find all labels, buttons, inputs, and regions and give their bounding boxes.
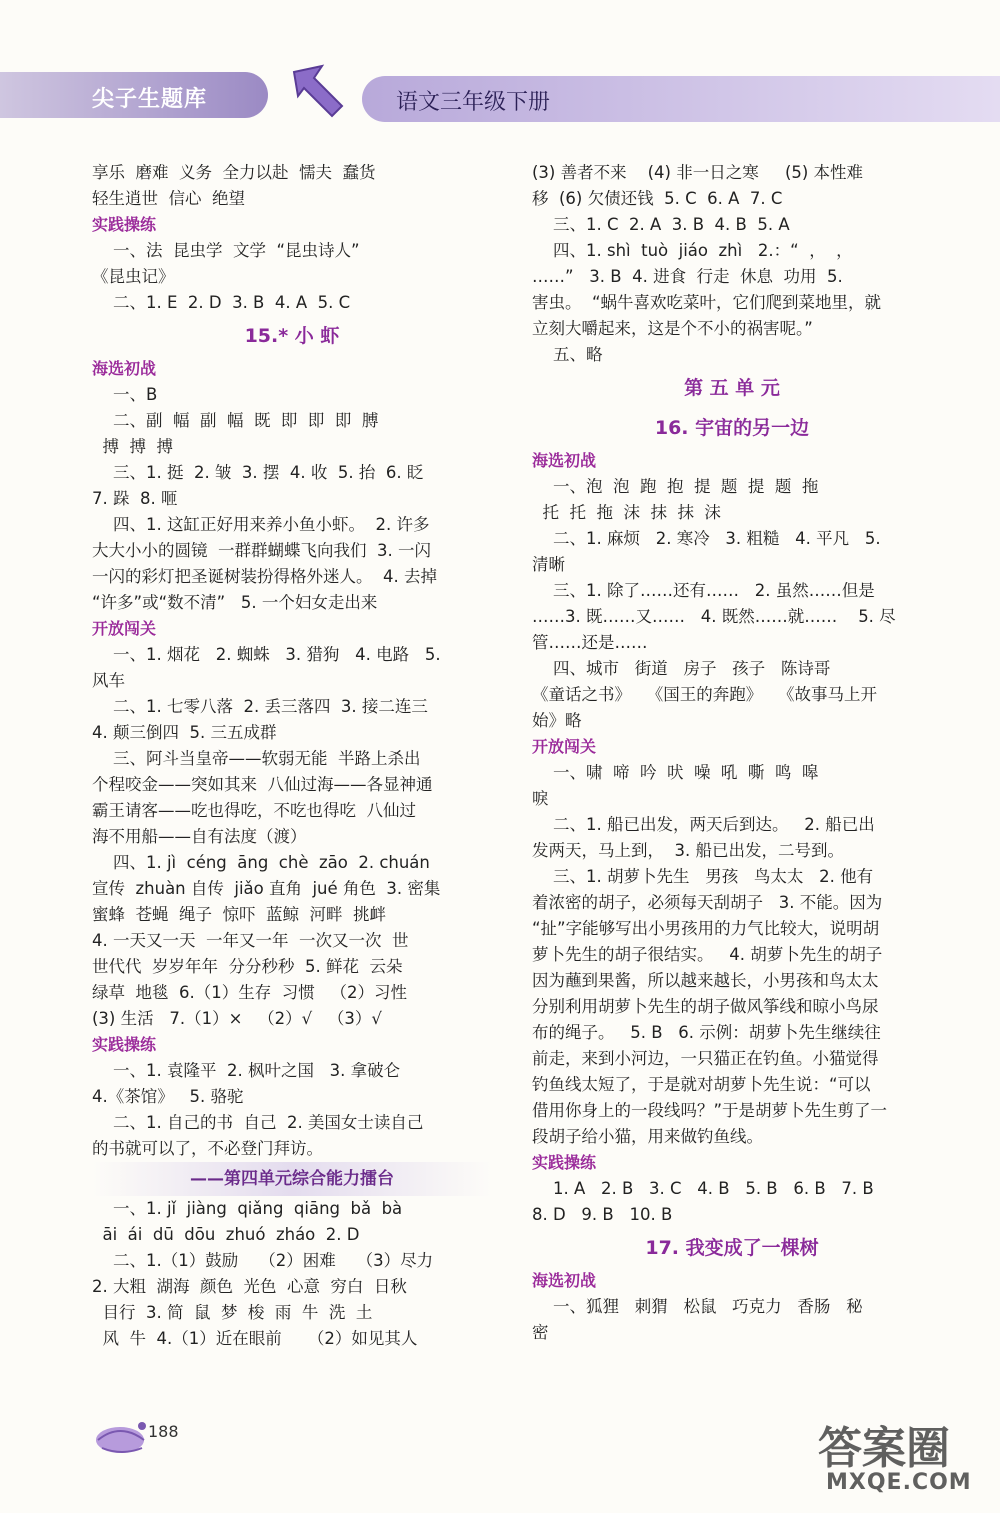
section-heading: 海选初战 — [532, 1271, 597, 1290]
answer-line: 1. A 2. B 3. C 4. B 5. B 6. B 7. B — [532, 1179, 874, 1198]
answer-line: 二、副 幅 副 幅 既 即 即 即 膊 — [92, 411, 379, 430]
answer-line: 《昆虫记》 — [92, 267, 175, 286]
answer-line: 轻生逍世 信心 绝望 — [92, 189, 245, 208]
answer-line: 一、狐狸 刺猬 松鼠 巧克力 香肠 秘 — [532, 1297, 863, 1316]
answer-line: 管……还是…… — [532, 633, 648, 652]
answer-line: 唳 — [532, 789, 549, 808]
answer-line: 风车 — [92, 671, 125, 690]
section-heading: 开放闯关 — [532, 737, 597, 756]
answer-line: 害虫。 “蜗牛喜欢吃菜叶，它们爬到菜地里，就 — [532, 293, 882, 312]
lesson-title: 16. 宇宙的另一边 — [654, 417, 810, 439]
answer-line: 二、1.（1）鼓励 （2）困难 （3）尽力 — [92, 1251, 434, 1270]
answer-line: 海不用船——自有法度（渡） — [92, 827, 307, 846]
header-book-series — [0, 72, 268, 118]
header-subject-banner — [362, 76, 1000, 122]
answer-line: 风 牛 4.（1）近在眼前 （2）如见其人 — [92, 1329, 418, 1348]
answer-line: āi ái dū dōu zhuó zháo 2. D — [92, 1225, 360, 1244]
lesson-title: 第 五 单 元 — [684, 377, 780, 399]
answer-line: 8. D 9. B 10. B — [532, 1205, 673, 1224]
answer-line: 大大小小的圆镜 一群群蝴蝶飞向我们 3. 一闪 — [92, 541, 431, 560]
answer-line: 借用你身上的一段线吗？”于是胡萝卜先生剪了一 — [532, 1101, 888, 1120]
answer-line: 二、1. 船已出发，两天后到达。 2. 船已出 — [532, 815, 875, 834]
answer-line: 四、1. 这缸正好用来养小鱼小虾。 2. 许多 — [92, 515, 430, 534]
answer-line: 4. 颠三倒四 5. 三五成群 — [92, 723, 277, 742]
answer-line: 4.《茶馆》 5. 骆驼 — [92, 1087, 244, 1106]
answer-line: 钓鱼线太短了，于是就对胡萝卜先生说：“可以 — [532, 1075, 871, 1094]
answer-line: 二、1. 麻烦 2. 寒冷 3. 粗糙 4. 平凡 5. — [532, 529, 881, 548]
answer-line: 一闪的彩灯把圣诞树装扮得格外迷人。 4. 去掉 — [92, 567, 437, 586]
section-heading: 海选初战 — [92, 359, 157, 378]
watermark-url: MXQE.COM — [826, 1470, 972, 1495]
section-heading: 开放闯关 — [92, 619, 157, 638]
answer-line: 一、1. 袁隆平 2. 枫叶之国 3. 拿破仑 — [92, 1061, 401, 1080]
answer-line: 一、法 昆虫学 文学 “昆虫诗人” — [92, 241, 360, 260]
answer-line: “扯”字能够写出小男孩用的力气比较大，说明胡 — [532, 919, 880, 938]
answer-line: 一、1. 烟花 2. 蜘蛛 3. 猎狗 4. 电路 5. — [92, 645, 441, 664]
answer-line: 享乐 磨难 义务 全力以赴 懦夫 蠢货 — [92, 163, 376, 182]
answer-line: 2. 大粗 湖海 颜色 光色 心意 穷白 日秋 — [92, 1277, 407, 1296]
answer-line: 的书就可以了，不必登门拜访。 — [92, 1139, 323, 1158]
answer-line: 二、1. 自己的书 自己 2. 美国女士读自己 — [92, 1113, 424, 1132]
answer-line: 前走，来到小河边，一只猫正在钓鱼。小猫觉得 — [532, 1049, 879, 1068]
header-series-title: 尖子生题库 — [92, 87, 208, 112]
answer-line: 蜜蜂 苍蝇 绳子 惊吓 蓝鲸 河畔 挑衅 — [92, 905, 386, 924]
answer-line: 4. 一天又一天 一年又一年 一次又一次 世 — [92, 931, 409, 950]
right-column — [532, 160, 932, 1346]
answer-line: 密 — [532, 1323, 549, 1342]
answer-line: 布的绳子。 5. B 6. 示例：胡萝卜先生继续往 — [532, 1023, 881, 1042]
answer-line: 始》略 — [532, 711, 582, 730]
answer-line: 发两天，马上到， 3. 船已出发，二号到。 — [532, 841, 844, 860]
answer-line: 三、阿斗当皇帝——软弱无能 半路上杀出 — [92, 749, 421, 768]
section-heading: 实践操练 — [532, 1153, 597, 1172]
page-number: 188 — [148, 1422, 179, 1441]
answer-line: ……3. 既……又…… 4. 既然……就…… 5. 尽 — [532, 607, 896, 626]
answer-line: 三、1. 挺 2. 皱 3. 摆 4. 收 5. 抬 6. 眨 — [92, 463, 424, 482]
answer-line: (3) 生活 7.（1）× （2）√ （3）√ — [92, 1009, 382, 1028]
answer-line: 绿草 地毯 6.（1）生存 习惯 （2）习性 — [92, 983, 407, 1002]
unit-review-banner: ——第四单元综合能力擂台 — [92, 1162, 492, 1196]
answer-line: 四、城市 街道 房子 孩子 陈诗哥 — [532, 659, 831, 678]
answer-line: 立刻大嚼起来，这是个不小的祸害呢。” — [532, 319, 813, 338]
section-heading: 实践操练 — [92, 1035, 157, 1054]
answer-line: ……” 3. B 4. 进食 行走 休息 功用 5. — [532, 267, 843, 286]
answer-line: 移 (6) 欠债还钱 5. C 6. A 7. C — [532, 189, 783, 208]
answer-line: 宣传 zhuàn 自传 jiǎo 直角 jué 角色 3. 密集 — [92, 879, 441, 898]
answer-line: (3) 善者不来 (4) 非一日之寒 (5) 本性难 — [532, 163, 864, 182]
lesson-title: 17. 我变成了一棵树 — [645, 1237, 819, 1259]
arrow-icon — [288, 62, 348, 122]
answer-line: 段胡子给小猫，用来做钓鱼线。 — [532, 1127, 763, 1146]
answer-line: “许多”或“数不清” 5. 一个妇女走出来 — [92, 593, 378, 612]
answer-line: 一、啸 啼 吟 吠 噪 吼 嘶 鸣 嗥 — [532, 763, 819, 782]
answer-line: 一、1. jǐ jiàng qiǎng qiāng bǎ bà — [92, 1199, 403, 1218]
answer-line: 目行 3. 简 鼠 梦 梭 雨 牛 洗 土 — [92, 1303, 373, 1322]
answer-line: 二、1. 七零八落 2. 丢三落四 3. 接二连三 — [92, 697, 428, 716]
answer-line: 因为蘸到果酱，所以越来越长，小男孩和鸟太太 — [532, 971, 879, 990]
answer-line: 托 托 拖 沫 抹 抹 沫 — [532, 503, 721, 522]
answer-line: 搏 搏 搏 — [92, 437, 173, 456]
answer-line: 四、1. jì céng āng chè zāo 2. chuán — [92, 853, 430, 872]
cap-icon — [92, 1418, 152, 1454]
answer-line: 三、1. C 2. A 3. B 4. B 5. A — [532, 215, 790, 234]
answer-line: 世代代 岁岁年年 分分秒秒 5. 鲜花 云朵 — [92, 957, 403, 976]
answer-line: 清晰 — [532, 555, 565, 574]
section-heading: 实践操练 — [92, 215, 157, 234]
answer-line: 萝卜先生的胡子很结实。 4. 胡萝卜先生的胡子 — [532, 945, 883, 964]
answer-line: 三、1. 胡萝卜先生 男孩 鸟太太 2. 他有 — [532, 867, 874, 886]
answer-line: 一、B — [92, 385, 158, 404]
answer-line: 7. 跺 8. 咂 — [92, 489, 178, 508]
answer-line: 四、1. shì tuò jiáo zhì 2.：“ ， ， — [532, 241, 853, 260]
answer-line: 霸王请客——吃也得吃，不吃也得吃 八仙过 — [92, 801, 416, 820]
header-subject-title: 语文三年级下册 — [396, 90, 551, 115]
answer-line: 分别利用胡萝卜先生的胡子做风筝线和晾小鸟尿 — [532, 997, 879, 1016]
answer-line: 着浓密的胡子，必须每天刮胡子 3. 不能。因为 — [532, 893, 883, 912]
answer-line: 二、1. E 2. D 3. B 4. A 5. C — [92, 293, 351, 312]
answer-line: 三、1. 除了……还有…… 2. 虽然……但是 — [532, 581, 875, 600]
answer-line: 五、略 — [532, 345, 603, 364]
answer-line: 一、泡 泡 跑 抱 提 题 提 题 拖 — [532, 477, 819, 496]
answer-line: 《童话之书》 《国王的奔跑》 《故事马上开 — [532, 685, 877, 704]
left-column — [92, 160, 492, 1352]
watermark-logo: 答案圈 — [818, 1423, 950, 1474]
answer-line: 个程咬金——突如其来 八仙过海——各显神通 — [92, 775, 433, 794]
section-heading: 海选初战 — [532, 451, 597, 470]
lesson-title: 15.* 小 虾 — [244, 325, 340, 347]
